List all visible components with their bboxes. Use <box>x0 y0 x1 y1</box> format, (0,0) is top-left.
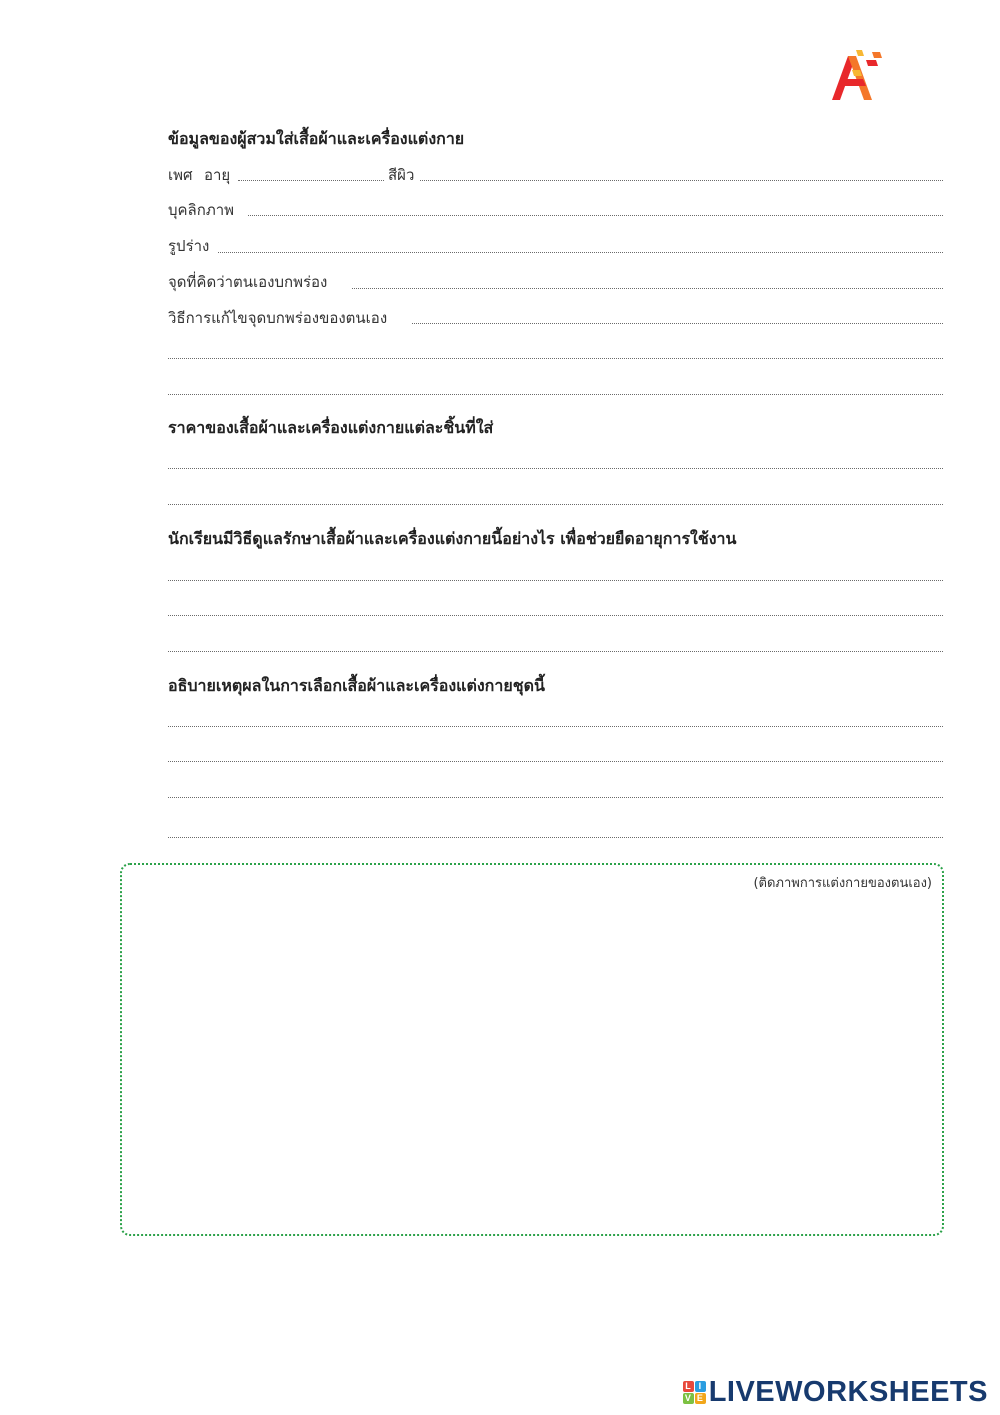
answer-line[interactable] <box>168 468 943 469</box>
answer-line[interactable] <box>168 651 943 652</box>
answer-line[interactable] <box>168 504 943 505</box>
answer-line[interactable] <box>168 358 943 359</box>
field-label-flaw: จุดที่คิดว่าตนเองบกพร่อง <box>168 273 328 291</box>
answer-line-personality[interactable] <box>248 215 943 216</box>
answer-line[interactable] <box>168 615 943 616</box>
liveworksheets-brand <box>683 1376 988 1409</box>
field-label-fix: วิธีการแก้ไขจุดบกพร่องของตนเอง <box>168 309 388 327</box>
field-label-age: อายุ <box>204 166 231 184</box>
section-heading-wearer-info: ข้อมูลของผู้สวมใส่เสื้อผ้าและเครื่องแต่งกาย <box>168 129 465 148</box>
brand-text: LIVEWORKSHEETS <box>708 1376 988 1408</box>
field-label-personality: บุคลิกภาพ <box>168 201 235 219</box>
field-label-shape: รูปร่าง <box>168 237 210 255</box>
answer-line[interactable] <box>168 761 943 762</box>
answer-line[interactable] <box>168 580 943 581</box>
answer-line[interactable] <box>168 797 943 798</box>
answer-line[interactable] <box>168 394 943 395</box>
answer-line-skin[interactable] <box>420 180 943 181</box>
answer-line[interactable] <box>168 726 943 727</box>
answer-line-age[interactable] <box>238 180 384 181</box>
photo-caption: (ติดภาพการแต่งกายของตนเอง) <box>753 876 932 891</box>
field-label-skin: สีผิว <box>388 166 415 184</box>
publisher-logo-icon <box>826 48 888 104</box>
liveworksheets-logo-icon: L I V E <box>683 1381 706 1404</box>
section-heading-price: ราคาของเสื้อผ้าและเครื่องแต่งกายแต่ละชิ้นที่ใส่ <box>168 418 494 437</box>
answer-line-shape[interactable] <box>218 252 943 253</box>
answer-line[interactable] <box>168 837 943 838</box>
answer-line-flaw[interactable] <box>352 288 943 289</box>
answer-line-fix[interactable] <box>412 323 943 324</box>
section-heading-care: นักเรียนมีวิธีดูแลรักษาเสื้อผ้าและเครื่องแต่งกายนี้อย่างไร เพื่อช่วยยืดอายุการใช้งาน <box>168 529 737 548</box>
section-heading-reason: อธิบายเหตุผลในการเลือกเสื้อผ้าและเครื่องแต่งกายชุดนี้ <box>168 676 545 695</box>
photo-upload-box[interactable] <box>120 863 944 1236</box>
field-label-gender: เพศ <box>168 166 193 184</box>
